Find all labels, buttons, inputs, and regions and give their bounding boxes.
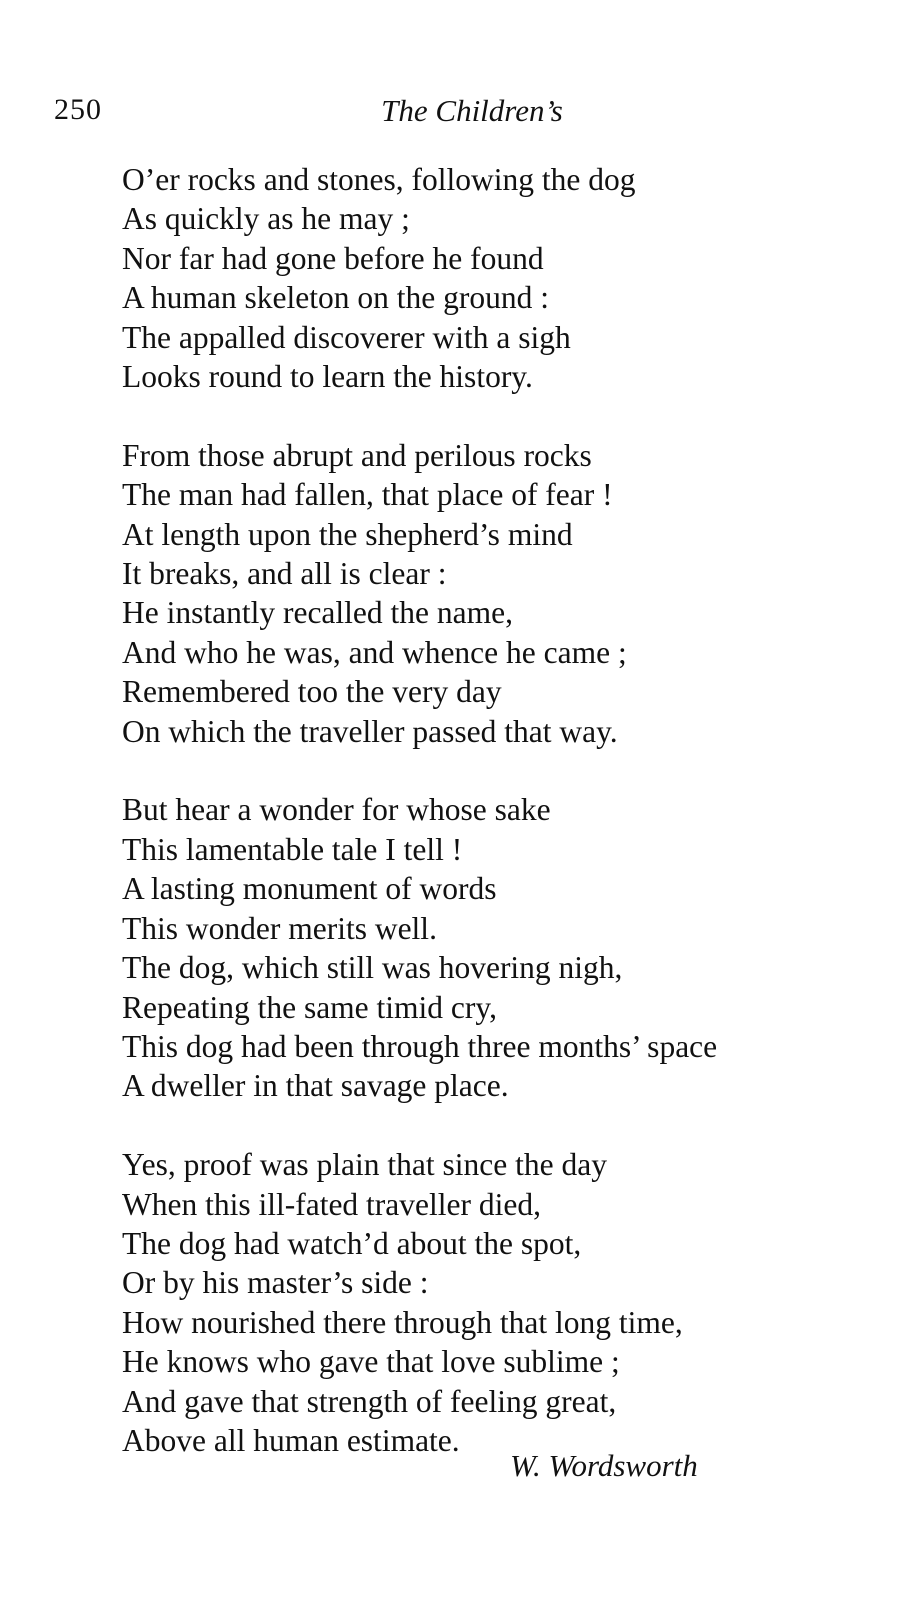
poem-line: As quickly as he may ; xyxy=(122,201,410,237)
poem-line: Or by his master’s side : xyxy=(122,1265,429,1301)
poem-line: The appalled discoverer with a sigh xyxy=(122,319,571,355)
poem-line: Above all human estimate. xyxy=(122,1422,460,1458)
poem-line: Repeating the same timid cry, xyxy=(122,989,497,1025)
poem-line: The dog had watch’d about the spot, xyxy=(122,1225,582,1261)
poem-line: This lamentable tale I tell ! xyxy=(122,831,463,867)
page-number: 250 xyxy=(54,93,102,126)
poem-line: Nor far had gone before he found xyxy=(122,240,544,276)
poem-line: Remembered too the very day xyxy=(122,674,502,710)
poem-line: When this ill-fated traveller died, xyxy=(122,1186,541,1222)
poem-line: A human skeleton on the ground : xyxy=(122,280,549,316)
poem-line: A dweller in that savage place. xyxy=(122,1068,509,1104)
poem-line: From those abrupt and perilous rocks xyxy=(122,437,592,473)
poem-line: But hear a wonder for whose sake xyxy=(122,792,551,828)
poem-line: It breaks, and all is clear : xyxy=(122,556,447,592)
poem-line: This dog had been through three months’ space xyxy=(122,1028,718,1064)
poem-line: On which the traveller passed that way. xyxy=(122,713,618,749)
poem-line: He knows who gave that love sublime ; xyxy=(122,1344,620,1380)
author-attribution: W. Wordsworth xyxy=(510,1448,698,1483)
poem-line: And gave that strength of feeling great, xyxy=(122,1383,617,1419)
poem-line: The man had fallen, that place of fear ! xyxy=(122,477,613,513)
poem-line: At length upon the shepherd’s mind xyxy=(122,516,573,552)
poem-line: This wonder merits well. xyxy=(122,910,437,946)
stanza-4 xyxy=(122,1145,902,1460)
poem-line: How nourished there through that long time, xyxy=(122,1304,683,1340)
poem-line: O’er rocks and stones, following the dog xyxy=(122,162,636,197)
poem-line: Yes, proof was plain that since the day xyxy=(122,1147,607,1183)
stanza-1 xyxy=(122,160,902,396)
poem xyxy=(122,160,902,1460)
stanza-3 xyxy=(122,790,902,1105)
poem-line: He instantly recalled the name, xyxy=(122,595,513,631)
poem-line: A lasting monument of words xyxy=(122,871,497,907)
poem-line: Looks round to learn the history. xyxy=(122,359,533,395)
stanza-2 xyxy=(122,436,902,751)
running-title: The Children’s xyxy=(381,93,563,128)
poem-line: The dog, which still was hovering nigh, xyxy=(122,950,623,986)
poem-line: And who he was, and whence he came ; xyxy=(122,634,627,670)
